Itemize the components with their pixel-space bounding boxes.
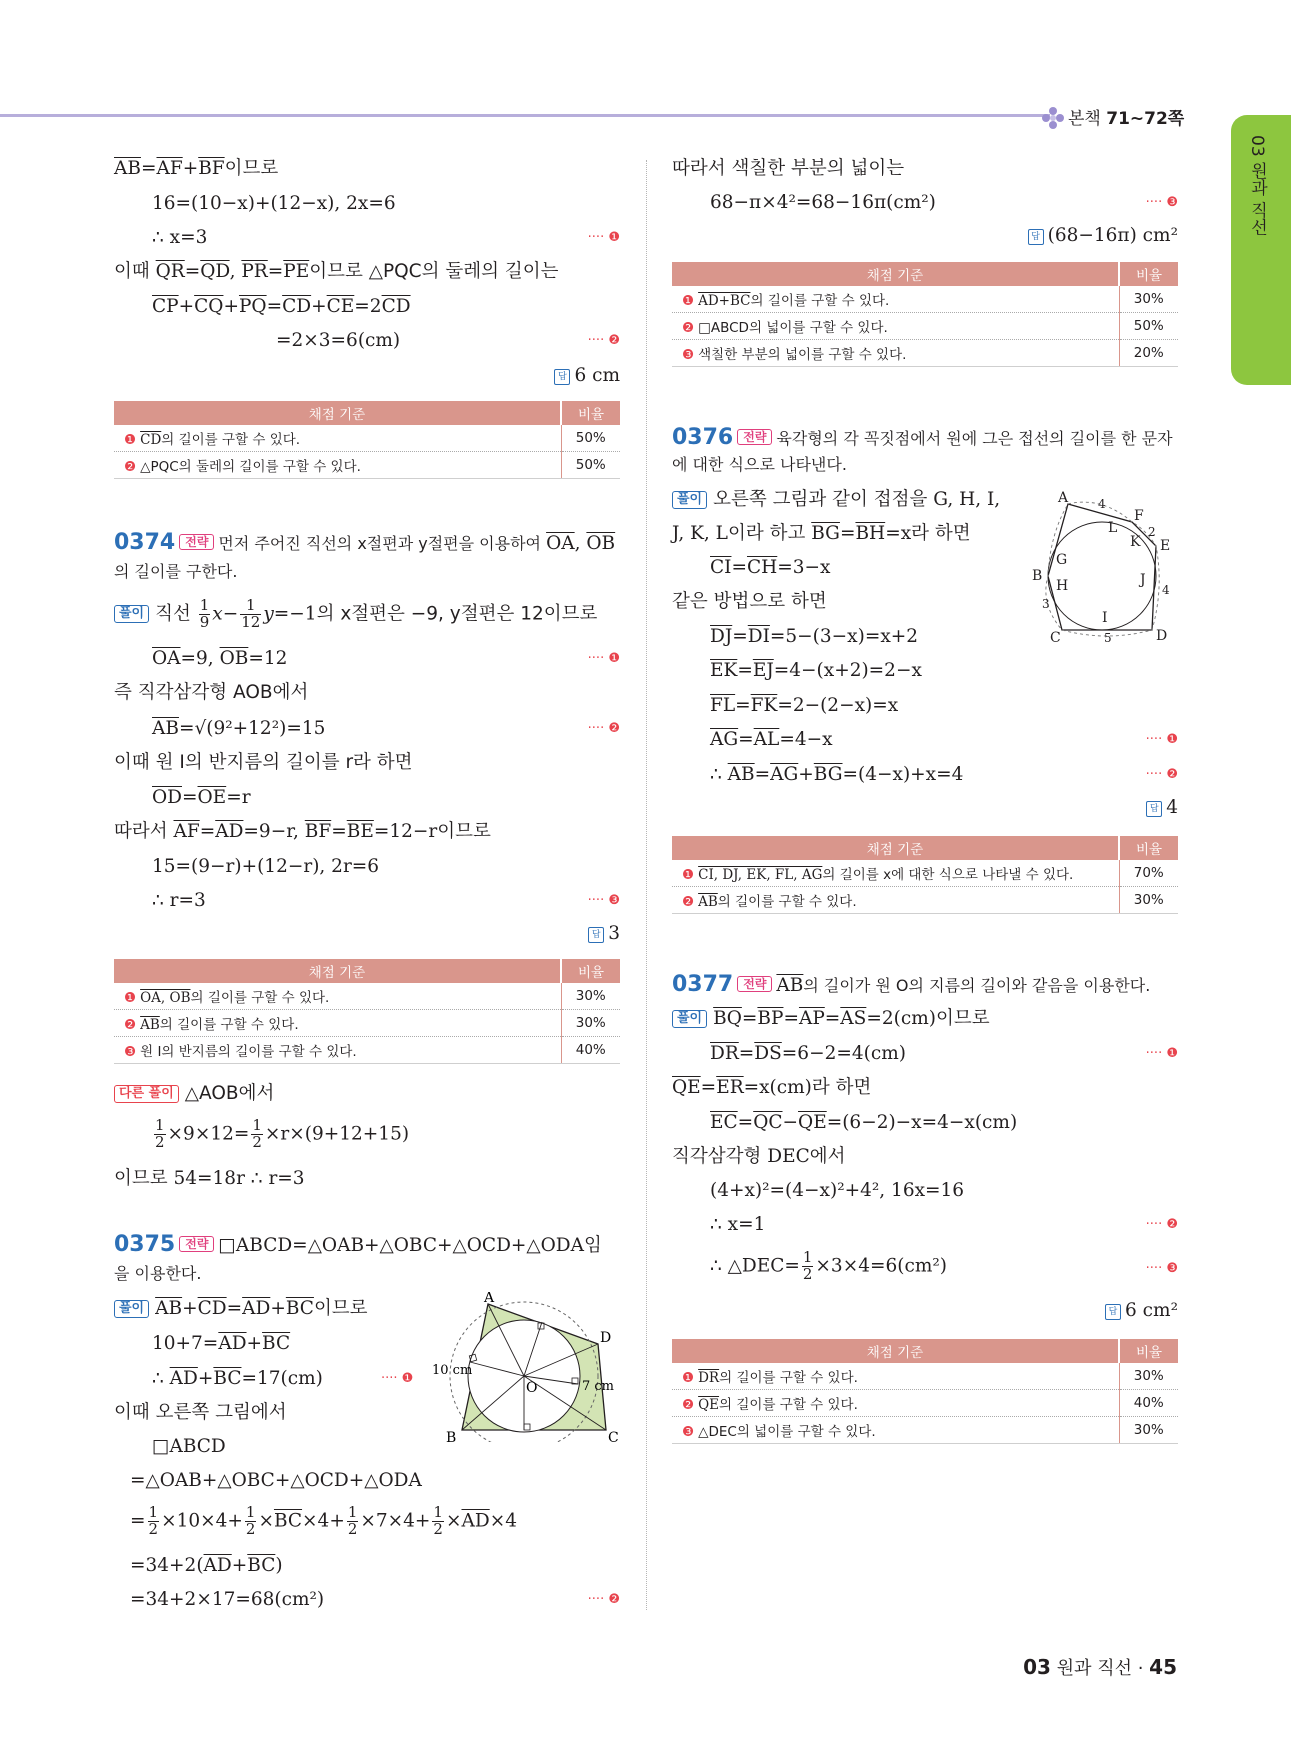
problem-heading: 0376 전략 육각형의 각 꼭짓점에서 원에 그은 접선의 길이를 한 문자 [672,425,1173,450]
step-mark: ···· ❶ [587,651,620,666]
text-line: $\overline{AB}=\overline{AF}+\overline{BF}$이므로 [114,158,279,179]
length-label: 4 [1162,583,1170,597]
equation: $\overline{FL}=\overline{FK}=2-(2-x)=x$ [710,695,899,716]
length-label: 3 [1042,597,1050,611]
length-label: 4 [1098,497,1106,511]
text-line: 직각삼각형 DEC에서 [672,1146,846,1167]
strategy-text: 에 대한 식으로 나타낸다. [672,455,847,474]
table-row: ❷ △PQC의 둘레의 길이를 구할 수 있다. 50% [114,452,620,479]
step-mark: ···· ❶ [587,230,620,245]
text-line: 따라서 색칠한 부분의 넓이는 [672,158,905,179]
table-row: ❶ AD+BC의 길이를 구할 수 있다. 30% [672,286,1178,313]
equation: $\overline{EK}=\overline{EJ}=4-(x+2)=2-x$ [710,660,922,681]
equation: 68−π×4²=68−16π(cm²) [710,192,936,213]
step-mark: ···· ❸ [1145,195,1178,210]
table-header: 비율 [561,401,620,425]
step-mark: ···· ❷ [1145,767,1178,782]
vertex-label: D [600,1330,612,1346]
table-row: ❸ 원 I의 반지름의 길이를 구할 수 있다. 40% [114,1037,620,1064]
table-row: ❸ △DEC의 넓이를 구할 수 있다. 30% [672,1417,1178,1444]
equation: $\overline{CP}+\overline{CQ}+\overline{PQ}=\overline{CD}+\overline{CE}=2\overline{CD}$ [152,296,411,317]
page-reference: 본책 71~72쪽 [1068,109,1185,129]
problem-heading: 0374 전략 먼저 주어진 직선의 x절편과 y절편을 이용하여 $\overline{OA}$, $\overline{OB}$ [114,530,616,555]
equation: □ABCD [152,1436,226,1457]
scoring-table: 채점 기준 비율 ❶ CI, DJ, EK, FL, AG의 길이를 x에 대한 식으로 나타낼 수 있다. 70% ❷ $\overline{AB}$의 길이를 구할 수 있다. 30% [672,836,1178,914]
equation: $\overline{CI}=\overline{CH}=3-x$ [710,557,831,578]
table-row: ❶ CI, DJ, EK, FL, AG의 길이를 x에 대한 식으로 나타낼 수 있다. 70% [672,860,1178,887]
step-mark: ···· ❸ [1145,1261,1178,1276]
tangent-point: L [1108,520,1118,536]
problem-heading: 0377 전략 $\overline{AB}$의 길이가 원 O의 지름의 길이와 같음을 이용한다. [672,972,1151,997]
strategy-text: 의 길이를 구한다. [114,562,238,581]
text-line: 이때 오른쪽 그림에서 [114,1402,287,1423]
vertex-label: B [446,1430,457,1442]
vertex-label: A [484,1292,495,1306]
answer: 답 (68−16π) cm² [1028,225,1178,246]
quadrilateral-figure [432,1292,622,1442]
equation: =2×3=6(cm) [276,330,401,351]
vertex-label: D [1156,628,1168,644]
step-mark: ···· ❷ [1145,1217,1178,1232]
text-line: 이때 원 I의 반지름의 길이를 r라 하면 [114,752,413,773]
equation: =34+2×17=68(cm²) [130,1589,325,1610]
equation: (4+x)²=(4−x)²+4², 16x=16 [710,1180,965,1201]
equation: $\overline{AB}=√(9^2+12^2)=15$ [152,718,326,739]
equation: $\frac{1}{2}$ ×9×12= $\frac{1}{2}$ ×r×(9+12+15) [155,1116,410,1151]
equation: ∴ x=1 [710,1214,766,1235]
vertex-label: C [608,1430,619,1442]
side-label: 7 cm [582,1379,615,1394]
tangent-point: I [1102,610,1108,626]
equation: 15=(9−r)+(12−r), 2r=6 [152,856,380,877]
step-mark: ···· ❶ [1145,732,1178,747]
side-label: 10 cm [432,1363,473,1378]
tangent-point: H [1056,578,1069,594]
center-label: O [526,1380,538,1396]
scoring-table: 채점 기준 비율 ❶ $\overline{DR}$의 길이를 구할 수 있다. 30% ❷ $\overline{QE}$의 길이를 구할 수 있다. 40% ❸ △DEC의 넓이를 구할 수 있다. 30% [672,1339,1178,1444]
equation: $\overline{AG}=\overline{AL}=4-x$ [710,729,833,750]
table-row: ❷ $\overline{AB}$의 길이를 구할 수 있다. 30% [114,1010,620,1037]
text-line: J, K, L이라 하고 $\overline{BG}=\overline{BH}=x$라 하면 [672,523,971,544]
step-mark: ···· ❷ [587,333,620,348]
equation: $10+7=\overline{AD}+\overline{BC}$ [152,1333,291,1354]
hexagon-figure [1032,484,1182,644]
text-line: $\overline{QE}=\overline{ER}=x(cm)$라 하면 [672,1077,872,1098]
solution-line: 풀이 직선 $\frac{1}{9}$ x− $\frac{1}{12}$ y=−1의 x절편은 −9, y절편은 12이므로 [114,598,597,631]
step-mark: ···· ❸ [587,893,620,908]
answer: 답 6 cm [554,365,620,386]
step-mark: ···· ❷ [587,1592,620,1607]
text-line: 이때 $\overline{QR}=\overline{QD}$, $\overline{PR}=\overline{PE}$이므로 △PQC의 둘레의 길이는 [114,261,559,282]
page-footer: 03 원과 직선 · 45 [1023,1655,1177,1679]
equation: = $\frac{1}{2}$ ×10×4+ $\frac{1}{2}$ $\times\overline{BC}\times 4+$ $\frac{1}{2}$ ×7×4+ $\frac{1}{2}$ $\times\overline{AD}\times 4$ [130,1503,517,1538]
equation: $\overline{OA}=9$, $\overline{OB}=12$ [152,648,288,669]
equation: ∴ $\overline{AB}=\overline{AG}+\overline{BG}=(4-x)+x=4$ [710,764,964,785]
scoring-table: 채점 기준 비율 ❶ OA, OB의 길이를 구할 수 있다. 30% ❷ $\overline{AB}$의 길이를 구할 수 있다. 30% ❸ 원 I의 반지름의 길이를 구할 수 있다. 40% [114,959,620,1064]
solution-line: 풀이 오른쪽 그림과 같이 접점을 G, H, I, [672,489,1000,511]
equation: $\overline{DJ}=\overline{DI}=5-(3-x)=x+2$ [710,626,919,647]
alt-solution: 다른 풀이 △AOB에서 [114,1083,274,1105]
vertex-label: B [1032,568,1043,584]
tangent-point: G [1056,552,1068,568]
table-header: 채점 기준 [114,401,561,425]
text-line: 따라서 $\overline{AF}=\overline{AD}=9-r$, $\overline{BF}=\overline{BE}=12-r$이므로 [114,821,491,842]
length-label: 5 [1104,631,1112,644]
length-label: 2 [1148,525,1156,539]
scoring-table: 채점 기준 비율 ❶ AD+BC의 길이를 구할 수 있다. 30% ❷ □ABCD의 넓이를 구할 수 있다. 50% ❸ 색칠한 부분의 넓이를 구할 수 있다. 20% [672,262,1178,367]
page-number: 45 [1149,1655,1177,1679]
vertex-label: E [1160,538,1171,554]
text-line: 즉 직각삼각형 AOB에서 [114,682,309,703]
equation: $=34+2(\overline{AD}+\overline{BC})$ [130,1555,283,1576]
equation: ∴ △DEC= $\frac{1}{2}$ ×3×4=6(cm²) [710,1248,947,1283]
tangent-point: K [1130,534,1141,550]
equation: 이므로 54=18r ∴ r=3 [114,1168,305,1189]
step-mark: ···· ❶ [1145,1046,1178,1061]
vertex-label: C [1050,630,1061,644]
tangent-point: J [1140,572,1146,588]
solution-line: 풀이 $\overline{BQ}=\overline{BP}=\overline{AP}=\overline{AS}=2(cm)$이므로 [672,1008,990,1030]
equation: $\overline{EC}=\overline{QC}-\overline{QE}=(6-2)-x=4-x(cm)$ [710,1112,1018,1133]
equation: =△OAB+△OBC+△OCD+△ODA [130,1470,422,1491]
table-row: ❶ OA, OB의 길이를 구할 수 있다. 30% [114,983,620,1010]
step-mark: ···· ❷ [587,721,620,736]
answer: 답 6 cm² [1105,1300,1178,1321]
flower-icon [1041,106,1065,130]
answer: 답 4 [1146,797,1178,818]
vertex-label: A [1058,490,1069,506]
table-row: ❷ $\overline{QE}$의 길이를 구할 수 있다. 40% [672,1390,1178,1417]
table-row: ❶ $\overline{CD}$의 길이를 구할 수 있다. 50% [114,425,620,452]
text-line: 같은 방법으로 하면 [672,591,827,612]
column-divider [646,160,647,1610]
step-mark: ···· ❶ [381,1371,414,1386]
header-rule [0,114,1050,117]
equation: $\overline{OD}=\overline{OE}=r$ [152,787,251,808]
chapter-tab: 03 원과 직선 [1231,115,1291,385]
equation: 16=(10−x)+(12−x), 2x=6 [152,193,396,214]
equation: ∴ $\overline{AD}+\overline{BC}=17(cm)$ [152,1368,323,1389]
answer: 답 3 [588,923,620,944]
vertex-label: F [1134,508,1144,524]
strategy-text: 을 이용한다. [114,1264,202,1283]
table-row: ❷ □ABCD의 넓이를 구할 수 있다. 50% [672,313,1178,340]
equation: ∴ r=3 [152,890,206,911]
table-row: ❸ 색칠한 부분의 넓이를 구할 수 있다. 20% [672,340,1178,367]
problem-heading: 0375 전략 □ABCD=△OAB+△OBC+△OCD+△ODA임 [114,1232,602,1257]
equation: $\overline{DR}=\overline{DS}=6-2=4(cm)$ [710,1043,906,1064]
scoring-table [114,401,620,479]
solution-line: 풀이 $\overline{AB}+\overline{CD}=\overline{AD}+\overline{BC}$이므로 [114,1298,368,1320]
equation: ∴ x=3 [152,227,208,248]
table-row: ❶ $\overline{DR}$의 길이를 구할 수 있다. 30% [672,1363,1178,1390]
table-row: ❷ $\overline{AB}$의 길이를 구할 수 있다. 30% [672,887,1178,914]
